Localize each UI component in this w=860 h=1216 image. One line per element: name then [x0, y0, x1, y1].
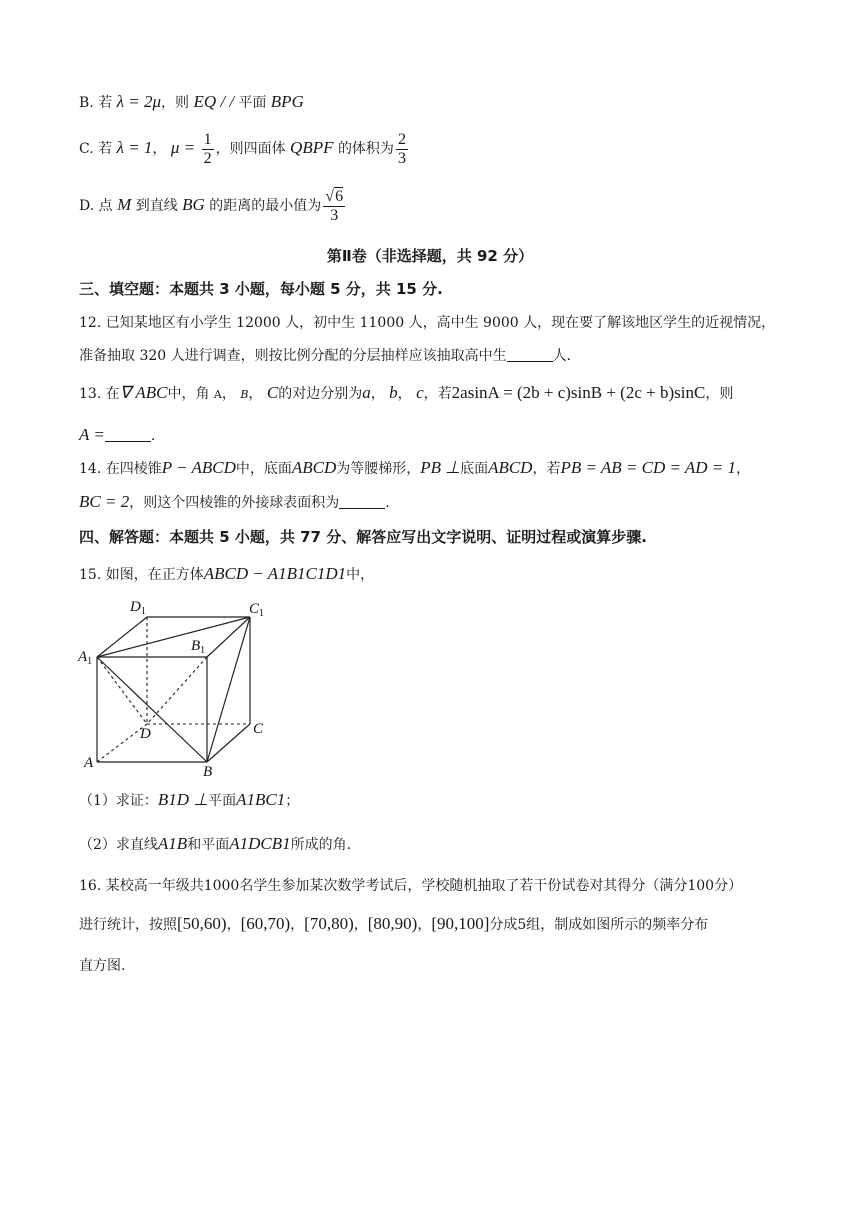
- section3-heading: 三、填空题：本题共 3 小题，每小题 5 分，共 15 分.: [79, 280, 443, 298]
- fraction-one-half: $\frac{1}{2}$: [203, 130, 212, 167]
- label-c1: $C_1$: [249, 601, 265, 619]
- answer-blank: [105, 427, 151, 442]
- q16-line3: 直方图.: [79, 958, 126, 974]
- label-a: A: [84, 755, 94, 771]
- q16-line2: 进行统计，按照[50,60)，[60,70)，[70,80)，[80,90)，[90,100]分成5组，制成如图所示的频率分布: [79, 914, 709, 933]
- option-b: B. 若 λ = 2μ，则 EQ / / 平面 BPG: [79, 92, 304, 111]
- q13-line2: A = .: [79, 425, 156, 444]
- option-d: D. 点 M 到直线 BG 的距离的最小值为 $\frac{√6}{3}$: [79, 187, 344, 224]
- line-b-c1: [207, 617, 250, 762]
- label-a1: $A_1$: [78, 649, 93, 667]
- q15-part1: （1）求证：B1D ⊥平面A1BC1；: [79, 790, 300, 809]
- edge-b-c: [207, 724, 250, 762]
- fraction-sqrt6-over-3: $\frac{√6}{3}$: [325, 187, 344, 224]
- label-b1: $B_1$: [191, 638, 206, 656]
- q14-line1: 14. 在四棱锥P − ABCD中，底面ABCD为等腰梯形，PB ⊥底面ABCD，若PB = AB = CD = AD = 1，: [79, 458, 751, 477]
- q15-intro: 15. 如图，在正方体ABCD − A1B1C1D1中，: [79, 564, 375, 583]
- line-a1-b: [97, 657, 207, 762]
- answer-blank: [339, 494, 385, 509]
- line-a1-c1: [97, 617, 250, 657]
- q15-part2: （2）求直线A1B和平面A1DCB1所成的角.: [79, 834, 352, 853]
- label-c: C: [253, 721, 264, 737]
- q14-line2: BC = 2，则这个四棱锥的外接球表面积为 .: [79, 492, 390, 511]
- option-c: C. 若 λ = 1， μ = $\frac{1}{2}$ ，则四面体 QBPF 的体积为 $\frac{2}{3}$: [79, 130, 406, 167]
- label-d: D: [140, 726, 151, 742]
- hidden-line-a1-d: [97, 657, 147, 724]
- answer-blank: [507, 347, 553, 362]
- q12-line2: 准备抽取 320 人进行调查，则按比例分配的分层抽样应该抽取高中生 人.: [79, 348, 572, 364]
- q13-line1: 13. 在∇ ABC中，角 A， B， C的对边分别为a， b， c，若2asinA = (2b + c)sinB + (2c + b)sinC，则: [79, 383, 734, 402]
- fraction-two-thirds: $\frac{2}{3}$: [397, 130, 406, 167]
- q16-line1: 16. 某校高一年级共1000名学生参加某次数学考试后，学校随机抽取了若干份试卷对其得分（满分100分）: [79, 878, 743, 894]
- label-b: B: [203, 764, 213, 780]
- label-d1: $D_1$: [130, 599, 146, 617]
- cube-figure: [72, 597, 272, 782]
- part2-title: 第Ⅱ卷（非选择题，共 92 分）: [326, 247, 534, 265]
- q12-line1: 12. 已知某地区有小学生 12000 人，初中生 11000 人，高中生 9000 人，现在要了解该地区学生的近视情况，: [79, 315, 776, 331]
- section4-heading: 四、解答题：本题共 5 小题，共 77 分、解答应写出文字说明、证明过程或演算步骤.: [79, 528, 647, 546]
